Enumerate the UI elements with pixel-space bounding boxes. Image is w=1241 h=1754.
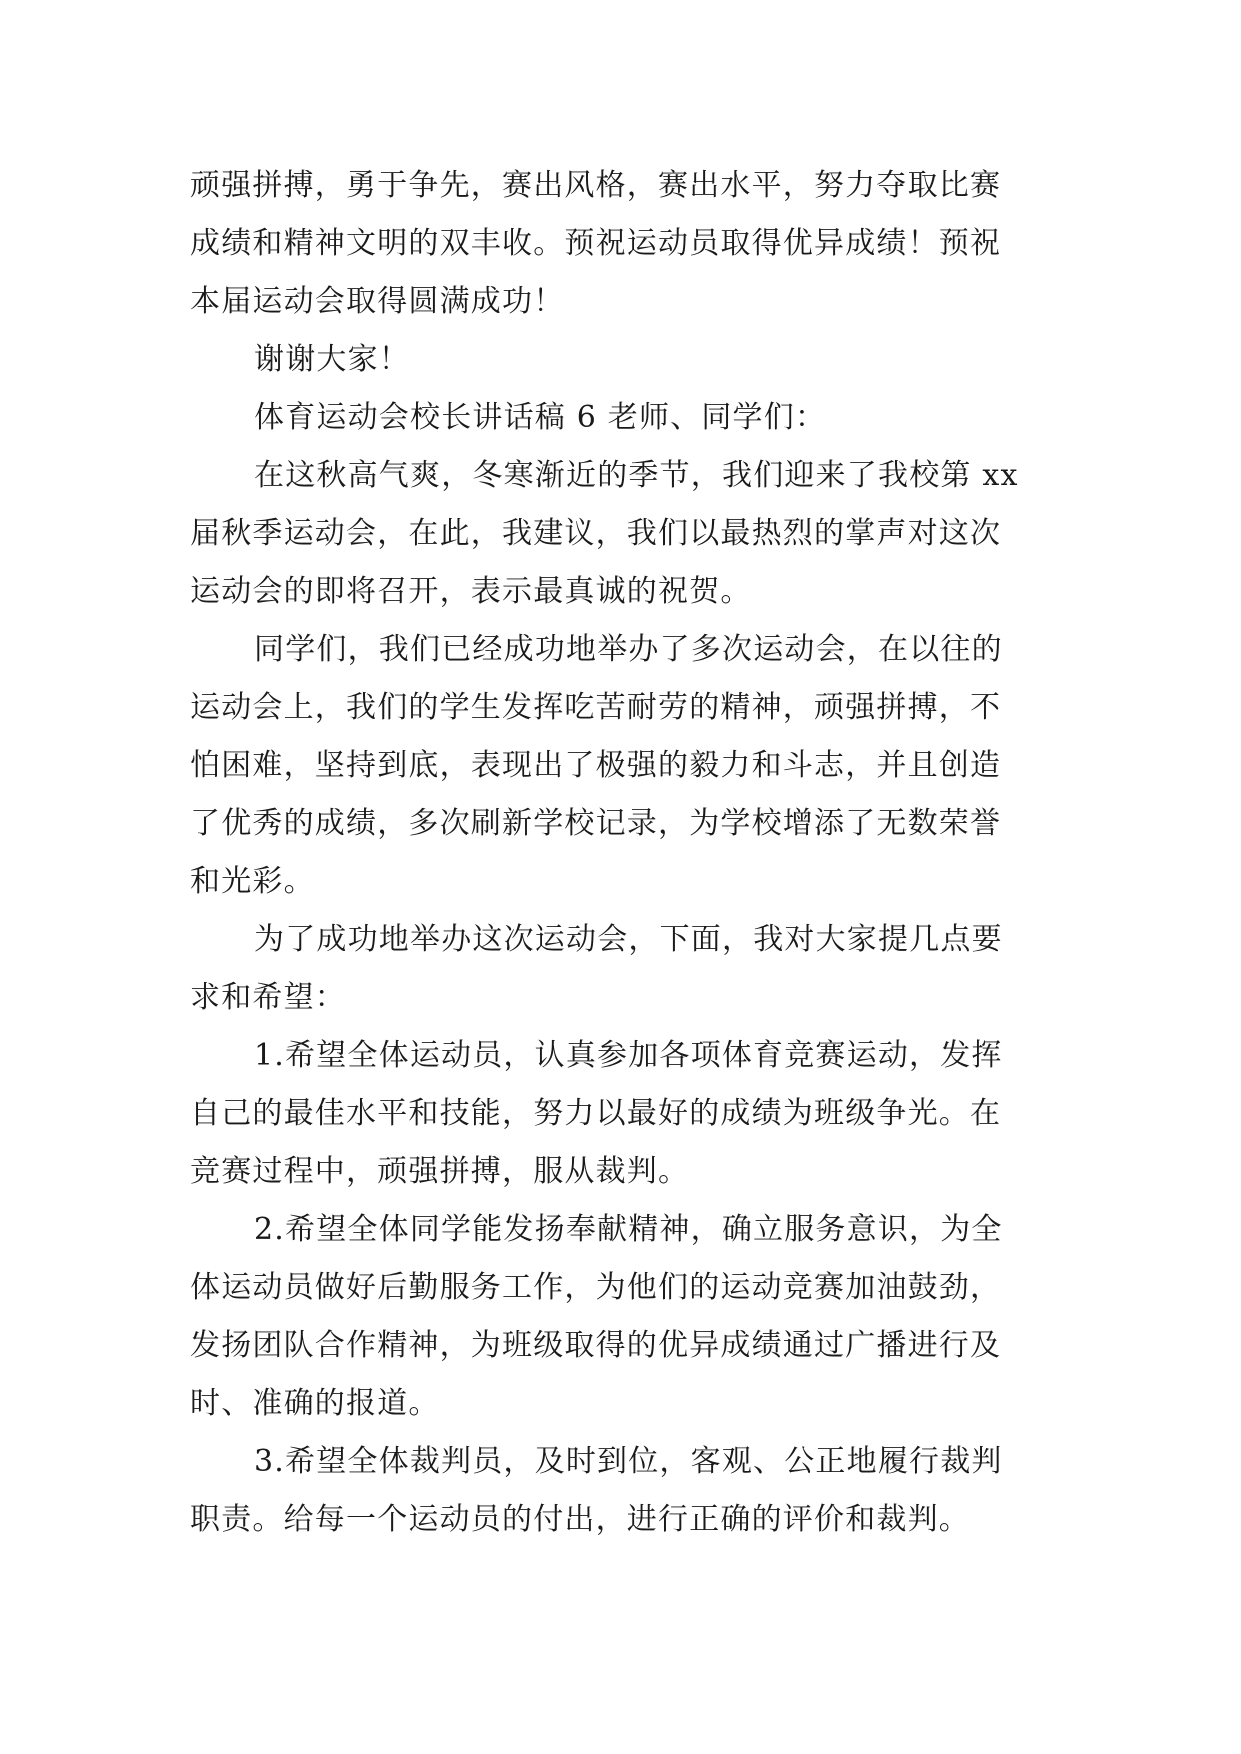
text-line: 为了成功地举办这次运动会，下面，我对大家提几点要 — [254, 922, 1003, 957]
paragraph-requirement-1 — [190, 1027, 1050, 1201]
paragraph-opening — [190, 447, 1050, 621]
paragraph-requirement-2 — [190, 1201, 1050, 1433]
paragraph-past-achievements — [190, 621, 1050, 911]
paragraph-requirements-intro — [190, 911, 1050, 1027]
document-body — [190, 157, 1050, 1549]
paragraph-thanks — [190, 331, 1050, 389]
text-line: 在这秋高气爽，冬寒渐近的季节，我们迎来了我校第 xx — [254, 458, 1019, 493]
text-line: 竞赛过程中，顽强拼搏，服从裁判。 — [190, 1154, 690, 1189]
text-line: 运动会上，我们的学生发挥吃苦耐劳的精神，顽强拼搏，不 — [190, 690, 1002, 725]
text-line: 同学们，我们已经成功地举办了多次运动会，在以往的 — [254, 632, 1003, 667]
paragraph-speech-heading — [190, 389, 1050, 447]
text-line: 成绩和精神文明的双丰收。预祝运动员取得优异成绩！预祝 — [190, 226, 1002, 261]
text-line: 了优秀的成绩，多次刷新学校记录，为学校增添了无数荣誉 — [190, 806, 1002, 841]
paragraph-closing-wishes — [190, 157, 1050, 331]
text-line: 顽强拼搏，勇于争先，赛出风格，赛出水平，努力夺取比赛 — [190, 168, 1002, 203]
text-line: 自己的最佳水平和技能，努力以最好的成绩为班级争光。在 — [190, 1096, 1002, 1131]
text-line: 职责。给每一个运动员的付出，进行正确的评价和裁判。 — [190, 1502, 970, 1537]
text-line: 体运动员做好后勤服务工作，为他们的运动竞赛加油鼓劲， — [190, 1270, 1002, 1305]
text-line: 和光彩。 — [190, 864, 315, 899]
text-line: 1.希望全体运动员，认真参加各项体育竞赛运动，发挥 — [254, 1038, 1003, 1073]
text-line: 时、准确的报道。 — [190, 1386, 440, 1421]
text-line: 体育运动会校长讲话稿 6 老师、同学们： — [254, 400, 827, 435]
text-line: 谢谢大家！ — [254, 342, 410, 377]
text-line: 发扬团队合作精神，为班级取得的优异成绩通过广播进行及 — [190, 1328, 1002, 1363]
text-line: 届秋季运动会，在此，我建议，我们以最热烈的掌声对这次 — [190, 516, 1002, 551]
text-line: 怕困难，坚持到底，表现出了极强的毅力和斗志，并且创造 — [190, 748, 1002, 783]
text-line: 3.希望全体裁判员，及时到位，客观、公正地履行裁判 — [254, 1444, 1003, 1479]
text-line: 2.希望全体同学能发扬奉献精神，确立服务意识，为全 — [254, 1212, 1003, 1247]
text-line: 本届运动会取得圆满成功！ — [190, 284, 565, 319]
paragraph-requirement-3 — [190, 1433, 1050, 1549]
text-line: 运动会的即将召开，表示最真诚的祝贺。 — [190, 574, 752, 609]
text-line: 求和希望： — [190, 980, 346, 1015]
